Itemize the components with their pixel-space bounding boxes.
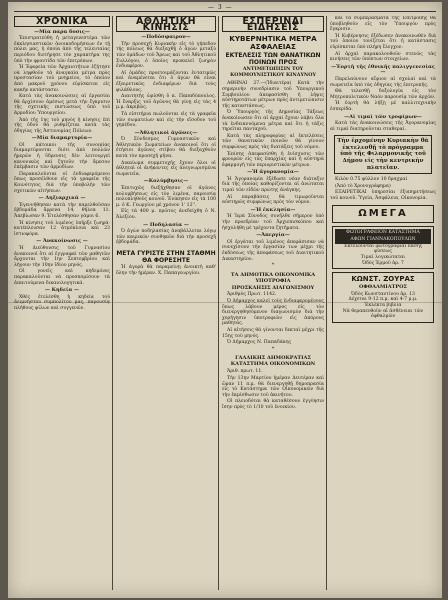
section-header-chronika: ΧΡΟΝΙΚΑ: [14, 16, 110, 27]
column-body: [330, 16, 436, 323]
ad-line: Ἐκλέκτα βιβλία: [364, 302, 402, 308]
article-paragraph: Ἡ Ἐφορεία τῶν Ἀρχαιοτήτων ἐζήτησε νὰ ληφθοῦν τὰ ἀναγκαῖα μέτρα πρὸς προστασίαν τοῦ μνημείου, τὸ ὁποῖον ἀπὸ μακροῦ χρόνου εὑρίσκεται εἰς κακὴν κατάστασιν.: [14, 65, 110, 93]
article-paragraph: Οἱ κάτοικοι τῆς συνοικίας διαμαρτύρονται διότι ἀπὸ πολλῶν ἡμερῶν ἡ ὕδρευσις δὲν λειτουργεῖ κανονικῶς καὶ ζητοῦν τὴν ἄμεσον ἐπέμβασιν τῶν ἁρμοδίων.: [14, 142, 110, 171]
notice-paragraph: Αἱ αἰτήσεις θὰ γίνονται δεκταὶ μέχρι τῆς 15ης τοῦ μηνός.: [222, 327, 324, 339]
price-line: Κιλὸν 0.75 φύλλον 10 δραχμαί: [335, 177, 408, 183]
ornament-divider: *: [271, 262, 275, 269]
notice-heading: ΓΑΛΛΙΚΗΣ ΔΗΜΟΚΡΑΤΙΑΣ ΚΑΤΑΣΤΗΜΑ ΟΙΚΟΝΟΜΙΚΩΝ: [230, 355, 316, 368]
ad-text: ΕΞΑΙΡΕΤΙΚΑΙ ὑπηρεσίαι ἐξυπηρετήσεως τοῦ κοινοῦ. Ὑγεία, Ἀσφάλεια, Οἰκονομία.: [330, 190, 436, 202]
third-headline: ΑΝΤΙΜΕΤΩΠΙΣΙΝ ΤΟΥ ΚΟΜΜΟΥΝΙΣΤΙΚΟΥ ΚΙΝΔΥΝΟΥ: [230, 66, 316, 78]
article-paragraph: Αἱ ἀρχαὶ παρακολουθοῦν στενῶς τὰς κινήσεις τῶν ὑπόπτων στοιχείων.: [330, 51, 436, 63]
notice-paragraph: Τὴν 13ην Μαρτίου ἡμέραν Δευτέραν καὶ ὥραν 11 π.μ. θὰ διενεργηθῇ δημοπρασία εἰς τὸ Κατάστημα τῶν Οἰκονομικῶν διὰ τὴν ἐκμίσθωσιν τοῦ ἀκινήτου.: [222, 375, 324, 398]
column-continuation-ads: [330, 16, 436, 592]
ad-line: Τιμαὶ λογικώταται: [360, 255, 406, 260]
article-title: — Κηδεία —: [44, 287, 80, 294]
article-paragraph: ΑΘΗΝΑΙ 27.—(Ἰδιαιτέρα) Κατὰ τὴν σημερινὴν συνεδρίασιν τοῦ Ὑπουργικοῦ Συμβουλίου ἀπεφασίσθη ἡ λῆψις αὐστηροτάτων μέτρων πρὸς ἀντιμετώπισιν τῆς καταστάσεως.: [222, 81, 324, 109]
note-line: (Ἀπὸ τὸ Χρονογράφημα): [335, 183, 391, 189]
article-title: —Μία διαμαρτυρία—: [31, 135, 93, 142]
article-paragraph: Ἡ Διεύθυνσις τοῦ Γυμνασίου ἀνακοινοῖ ὅτι αἱ ἐγγραφαὶ τῶν μαθητῶν ἄρχονται τὴν 1ην Σεπτεμβρίου καὶ λήγουν τὴν 10ην ἰδίου μηνός.: [14, 245, 110, 268]
article-title: —Αἱ τιμαὶ τῶν τροφίμων—: [344, 113, 422, 120]
newspaper-page: [8, 2, 442, 598]
ornament-divider: *: [271, 345, 275, 352]
column-sports: [116, 16, 216, 592]
column-body: [14, 30, 110, 312]
article-title: — Ἀνακοίνωσις —: [36, 238, 88, 245]
article-paragraph: καὶ τὰ συμπεράσματα τῆς Ἐπιτροπῆς θὰ ὑποβληθοῦν εἰς τὸν Ὑπουργὸν πρὸς ἔγκρισιν.: [330, 16, 436, 33]
bottom-text: Ἡ ἀγορὰ θὰ παραμείνῃ ἀνοικτὴ καθ' ὅλην τὴν ἡμέραν. Χ. Παπαγεωργίου.: [116, 264, 216, 276]
notice-paragraph: Ἀριθ. πρωτ. 11.: [227, 369, 263, 375]
article-paragraph: Παρακαλοῦνται οἱ ἐνδιαφερόμενοι ὅπως προσέλθουν εἰς τὰ γραφεῖα τῆς Κοινότητος διὰ τὴν ὑποβολὴν τῶν σχετικῶν αἰτήσεων.: [14, 171, 110, 194]
ad-omega: [332, 205, 434, 223]
ad-profession: ΟΦΘΑΛΜΙΑΤΡΟΣ: [359, 284, 407, 291]
article-paragraph: Ἡ Κυβέρνησις ἐξέδωσεν ἀνακοινωθὲν διὰ τοῦ ὁποίου τονίζεται ὅτι ἡ κατάστασις εὑρίσκεται ὑπὸ πλήρη ἔλεγχον.: [330, 33, 436, 50]
notice-heading: ΤΑ ΔΗΜΟΤΙΚΑ ΟΙΚΟΝΟΜΙΚΑ ΥΠΟΤΡΟΦΙΑ: [230, 271, 316, 284]
article-paragraph: Οἱ γονεῖς καὶ κηδεμόνες παρακαλοῦνται νὰ προσκομίσουν τὰ ἀπαιτούμενα δικαιολογητικά.: [14, 269, 110, 286]
article-title: —Ἡ ἐκκλησία—: [250, 206, 296, 213]
article-paragraph: Χθὲς ἐτελέσθη ἡ κηδεία τοῦ ἀειμνήστου συμπολίτου μας, παρουσίᾳ πλήθους φίλων καὶ συγγενῶν.: [14, 294, 110, 311]
ad-ophthalmologist: [332, 272, 434, 323]
article-paragraph: Κατὰ τὰς πληροφορίας αἱ ἐκτελέσεις τῶν θανατικῶν ποινῶν θὰ γίνουν συμφώνως πρὸς τὰς διατάξεις τοῦ νόμου.: [222, 133, 324, 150]
ad-photo-studio: [332, 226, 434, 270]
ad-line: Ὁδὸς Ἑρμοῦ ἀρ. 7: [362, 260, 404, 266]
article-paragraph: Παρελαύνουν αὔριον αἱ σχολαὶ καὶ τὰ σωματεῖα ὑπὸ τὰς ὁδηγίας τῆς ἐπιτροπῆς.: [330, 76, 436, 88]
ad-line: Νὰ θεραπευθοῦν αἱ ἀσθένειαι τῶν ὀφθαλμῶν: [342, 308, 424, 320]
ad-line: Ὁδὸς Κωνσταντίνου ἀρ. 13: [351, 291, 415, 297]
article-paragraph: Αἱ παραβάσεις θὰ τιμωροῦνται αὐστηρῶς συμφώνως πρὸς τὸν νόμον.: [222, 194, 324, 206]
article-paragraph: Ἐπίσης ἀπεφασίσθη ἡ ἐνίσχυσις τῶν φρουρῶν εἰς τὰς ἐπαρχίας καὶ ἡ αὐστηρὰ ἐφαρμογὴ τῶν περιοριστικῶν μέτρων.: [222, 151, 324, 168]
ad-line: Ἐκτελοῦνται φωτογραφίαι πάσης φύσεως: [343, 243, 423, 255]
column-chronika: [14, 16, 110, 592]
notice-paragraph: Ἀριθμὸς Πρωτ. 1142.: [227, 292, 277, 298]
article-title: —Ἡ ἀγορανομία—: [247, 169, 299, 176]
article-paragraph: Ἡ κίνησις τοῦ λιμένος ὑπῆρξε ζωηρά· κατέπλευσαν 12 ἀτμόπλοια καὶ 23 ἱστιοφόρα.: [14, 220, 110, 237]
article-paragraph: Ὁ Σύνδεσμος Γυμναστικῶν καὶ Ἀθλητικῶν Σωματείων ἀνακοινοῖ ὅτι οἱ ἐτήσιοι ἀγῶνες στίβου θὰ διεξαχθοῦν κατὰ τὸν προσεχῆ μῆνα.: [116, 137, 216, 160]
column-rule: [326, 16, 327, 590]
ad-omega-title: ΩΜΕΓΑ: [358, 207, 408, 219]
column-rule: [218, 16, 219, 590]
column-body: [222, 81, 324, 410]
section-header-evening-news: ΕΣΠΕΡΙΝΑΙ ΕΙΔΗΣΕΙΣ: [222, 16, 324, 32]
notice-subheading: ΠΡΟΣΚΛΗΣΙΣ ΔΙΑΓΩΝΙΣΜΟΥ: [231, 284, 315, 291]
ad-line: ΑΦΩΝ ΓΙΑΝΝΑΚΟΠΟΥΛΩΝ: [335, 236, 431, 244]
ad-line: ΦΩΤΟΓΡΑΦΕΙΟΝ ΚΑΤΑΣΤΗΜΑ: [335, 229, 431, 237]
article-paragraph: Διαιτητὴς ὡρίσθη ὁ κ. Παπαδόπουλος. Ἡ ἔναρξις τοῦ ἀγῶνος θὰ γίνῃ εἰς τὰς 4 μ.μ. ἀκριβῶς.: [116, 94, 216, 111]
article-title: —Μία παρα δοσις—: [34, 28, 90, 35]
article-paragraph: Ἐπιτυχῶς διεξήχθησαν οἱ ἀγῶνες κολυμβήσεως εἰς τὸν λιμένα, παρουσίᾳ πολυπληθοῦς κοινοῦ. Ἐνίκησεν εἰς τὰ 100 μ. ὁ Κ. Γεωργίου μὲ χρόνον 1' 12''.: [116, 186, 216, 208]
article-paragraph: Εἰς τὰ 400 μ. πρῶτος ἀνεδείχθη ὁ Ν. Ἀλεξίου.: [116, 209, 216, 220]
article-paragraph: Ἡ ἑορτὴ θὰ λήξῃ μὲ καλλιτεχνικὴν ἑσπερίδα.: [330, 101, 436, 112]
page-number: — 3 —: [208, 4, 233, 11]
notice-paragraph: Ὁ Δήμαρχος Ν. Παπαδάκης: [227, 340, 292, 346]
main-headline: ΚΥΒΕΡΝΗΤΙΚΑ ΜΕΤΡΑ ΑΣΦΑΛΕΙΑΣ: [229, 34, 317, 52]
article-paragraph: Ἡ Ἱερὰ Σύνοδος συνῆλθε σήμερον ὑπὸ τὴν προεδρίαν τοῦ Ἀρχιεπισκόπου καὶ ἠσχολήθη μὲ τρέχοντα ζητήματα.: [222, 214, 324, 231]
article-paragraph: Ὁ Ὑπουργὸς τῆς Δημοσίας Τάξεως ἀνεκοίνωσεν ὅτι αἱ ἀρχαὶ ἔχουν λάβει ὅλα τὰ ἐνδεικνυόμενα μέτρα καὶ ὅτι ἡ τάξις τηρεῖται πανταχοῦ.: [222, 110, 324, 133]
article-title: —Ἀπεργία—: [256, 232, 290, 239]
article-title: — Ληξιαρχικά —: [38, 195, 86, 202]
article-title: — Ποδηλασία —: [143, 221, 189, 228]
notice-paragraph: Οἱ πλειοδόται θὰ καταθέσουν ἐγγύησιν ἴσην πρὸς τὸ 1/10 τοῦ ἐνοικίου.: [222, 399, 324, 410]
article-title: —Ποδόσφαιρον—: [141, 34, 191, 41]
article-paragraph: Οἱ ἐργάται τοῦ λιμένος ἀπεφάσισαν νὰ συνεχίσουν τὴν ἐργασίαν των μέχρι τῆς ἐκδόσεως τῆς ἀποφάσεως τοῦ Διαιτητικοῦ Δικαστηρίου.: [222, 239, 324, 262]
ad-line: Δέχεται 9-12 π.μ. καὶ 4-7 μ.μ.: [348, 297, 418, 303]
article-paragraph: Ἐπιστρατεύθη ἡ μεταγενεστέρα τῶν ἐκκλησιαστικῶν ἀνοικοδομήσεων ἐν τῇ πόλει μας, ἡ ὁποία ἀπὸ τῆς τελευταίας περιόδου διετήρησε τὸν χαρακτῆρα της ὑπὸ τὴν φροντίδα τῶν ἐπιτρόπων.: [14, 36, 110, 64]
boxed-notice: Τὴν ἐρχομένην Κυριακὴν θὰ ἐκτελεσθῇ τὸ πρόγραμμα ὑπὸ τῆς Φιλαρμονικῆς τοῦ Δήμου εἰς τὴν κεντρικὴν πλατεῖαν.: [334, 135, 432, 174]
article-paragraph: Ἐγεννήθησαν κατὰ τὴν παρελθοῦσαν ἑβδομάδα ἄρρενα 14, θήλεα 11. Ἀπεβίωσαν 9. Ἐτελέσθησαν γάμοι 6.: [14, 202, 110, 219]
top-rule: [14, 11, 436, 12]
second-headline: ΕΚΤΕΛΕΣΙΣ ΤΩΝ ΘΑΝΑΤΙΚΩΝ ΠΟΙΝΩΝ ΠΡΟΣ: [225, 52, 321, 67]
article-title: —Κολύμβησις—: [143, 178, 189, 185]
article-paragraph: Δικαίωμα συμμετοχῆς ἔχουν ὅλοι οἱ ἀθληταὶ οἱ ἀνήκοντες εἰς ἀνεγνωρισμένα σωματεῖα.: [116, 160, 216, 177]
section-header-sports: ΑΘΛΗΤΙΚΗ ΚΙΝΗΣΙΣ: [116, 16, 216, 32]
article-paragraph: Τὴν προσεχῆ Κυριακὴν εἰς τὸ γήπεδον τῆς πόλεως θὰ διεξαχθῇ ὁ ἀγὼν μεταξὺ τῶν ὁμάδων τοῦ Ἄρεως καὶ τοῦ Ἀθλητικοῦ Συλλόγου, ὁ ὁποῖος προκαλεῖ ζωηρὸν ἐνδιαφέρον.: [116, 41, 216, 70]
article-paragraph: Αἱ ὁμάδες προετοιμάζονται ἐντατικῶς καὶ ἀναμένεται ὅτι ὁ ἀγὼν θὰ εἶναι ἐξαιρετικῶς ἐνδιαφέρων διὰ τοὺς φιλάθλους.: [116, 70, 216, 93]
ad-name: ΚΩΝΣΤ. ΖΟΥΡΑΣ: [351, 275, 415, 284]
column-rule: [112, 16, 113, 590]
article-paragraph: Ἡ Ἀγορανομία ἐξέδωσε νέαν διάταξιν διὰ τῆς ὁποίας καθορίζονται αἱ ἀνώταται τιμαὶ τῶν εἰδῶν πρώτης ἀνάγκης.: [222, 176, 324, 194]
article-paragraph: Θὰ τελεσθῇ δοξολογία εἰς τὸν Μητροπολιτικὸν Ναὸν παρουσίᾳ τῶν ἀρχῶν.: [330, 89, 436, 100]
article-paragraph: Κατὰ τὰς ἀνακοινώσεις αἱ ἐργασίαι θὰ ἀρχίσουν ἀμέσως μετὰ τὴν ἔγκρισιν τῆς σχετικῆς πιστώσεως ὑπὸ τοῦ ἁρμοδίου Ὑπουργείου.: [14, 94, 110, 116]
article-title: —Ἀθλητικοὶ ἀγῶνες—: [134, 129, 198, 136]
article-paragraph: Κατὰ τὰς ἀνακοινώσεις τῆς Ἀγορανομίας αἱ τιμαὶ διατηροῦνται σταθεραί.: [330, 121, 436, 132]
column-evening-news: [222, 16, 324, 592]
bottom-headline: ΜΕΤΑ ΓΥΡΙΣΤΕ ΣΤΗΝ ΣΤΑΘΜΗ ΘΑ ΦΟΡΕΣΗΤΕ: [116, 249, 216, 264]
article-paragraph: Ἀπὸ τῆς 1ης τοῦ μηνὸς ἡ κίνησις ἐπὶ τῆς ὁδοῦ θὰ ρυθμίζεται κατὰ τὰς ὁδηγίας τῆς Ἀστυνομίας Πόλεων.: [14, 117, 110, 134]
notice-paragraph: Ὁ Δήμαρχος καλεῖ τοὺς ἐνδιαφερομένους ὅπως λάβουν μέρος εἰς τὸν διενεργηθησόμενον διαγωνισμὸν διὰ τὴν χορήγησιν ὑποτροφιῶν εἰς ἀπόρους μαθητάς.: [222, 298, 324, 327]
article-paragraph: Ὁ ἀγὼν ποδηλασίας ἀναβάλλεται λόγῳ τῶν καιρικῶν συνθηκῶν διὰ τὴν προσεχῆ ἑβδομάδα.: [116, 229, 216, 246]
article-title: —Ἑορτὴ τῆς ἐθνικῆς παλιγγενεσίας—: [331, 63, 435, 76]
column-body: [116, 35, 216, 246]
article-paragraph: Τὰ εἰσιτήρια πωλοῦνται εἰς τὰ γραφεῖα τῶν σωματείων καὶ εἰς τὴν εἴσοδον τοῦ γηπέδου.: [116, 111, 216, 129]
